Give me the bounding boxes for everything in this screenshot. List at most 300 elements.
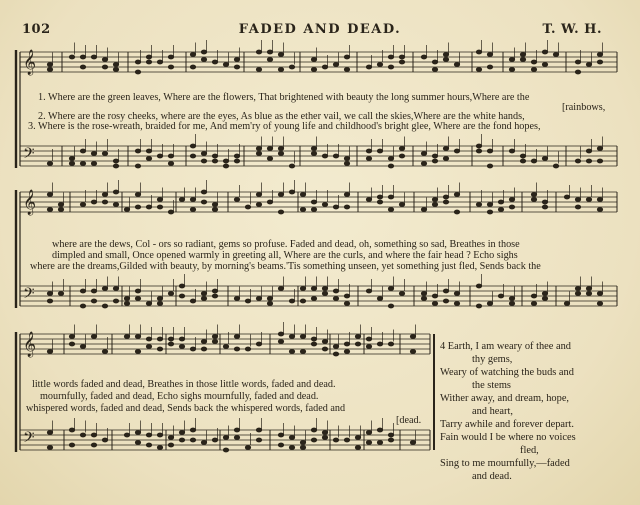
note-head [113, 159, 119, 163]
note-head [135, 205, 141, 209]
note-head [91, 289, 97, 293]
note-head [575, 60, 581, 64]
note-head [234, 347, 240, 351]
note-head [223, 62, 229, 66]
note-head [201, 190, 207, 194]
note-head [443, 156, 449, 160]
note-head [300, 286, 306, 290]
note-head [432, 294, 438, 298]
note-head [267, 50, 273, 54]
note-head [69, 334, 75, 338]
note-head [586, 286, 592, 290]
note-head [344, 205, 350, 209]
note-head [245, 445, 251, 449]
note-head [80, 289, 86, 293]
note-head [388, 156, 394, 160]
note-head [47, 62, 53, 66]
note-head [289, 435, 295, 439]
note-head [256, 202, 262, 206]
note-head [256, 428, 262, 432]
note-head [124, 433, 130, 437]
note-head [487, 210, 493, 214]
bass-clef: 𝄢 [23, 285, 35, 306]
note-head [135, 296, 141, 300]
note-head [256, 342, 262, 346]
note-head [190, 207, 196, 211]
verse-line: and heart, [472, 406, 513, 417]
note-head [278, 339, 284, 343]
note-head [300, 440, 306, 444]
lyric-line: dimpled and small, Once opened warmly in greeting all, Where are the curls, and where the fair head ? Echo sighs [52, 250, 518, 261]
note-head [454, 62, 460, 66]
note-head [377, 200, 383, 204]
note-head [366, 440, 372, 444]
note-head [476, 67, 482, 71]
note-head [377, 62, 383, 66]
note-head [333, 62, 339, 66]
note-head [223, 164, 229, 168]
note-head [47, 430, 53, 434]
note-head [289, 65, 295, 69]
note-head [157, 60, 163, 64]
note-head [311, 146, 317, 150]
note-head [443, 57, 449, 61]
note-head [333, 154, 339, 158]
note-head [421, 151, 427, 155]
note-head [454, 291, 460, 295]
note-head [157, 445, 163, 449]
note-head [344, 294, 350, 298]
note-head [377, 296, 383, 300]
note-head [509, 197, 515, 201]
note-head [212, 339, 218, 343]
note-head [542, 200, 548, 204]
note-head [267, 156, 273, 160]
note-head [179, 197, 185, 201]
note-head [168, 161, 174, 165]
note-head [168, 210, 174, 214]
note-head [575, 205, 581, 209]
note-head [322, 430, 328, 434]
lyric-line: where are the dreams,Gilded with beauty, by morning's beams.'Tis something unseen, yet something just fled, Sends back the [30, 261, 541, 272]
note-head [256, 296, 262, 300]
note-head [190, 197, 196, 201]
verse-line: Wither away, and dream, hope, [440, 393, 570, 404]
note-head [300, 299, 306, 303]
note-head [289, 349, 295, 353]
note-head [201, 339, 207, 343]
note-head [201, 151, 207, 155]
lyric-line: mournfully, faded and dead, Echo sighs mournfully, faded and dead. [40, 391, 319, 402]
note-head [366, 65, 372, 69]
note-head [498, 294, 504, 298]
note-head [311, 428, 317, 432]
note-head [190, 299, 196, 303]
note-head [135, 164, 141, 168]
note-head [201, 159, 207, 163]
note-head [47, 349, 53, 353]
note-head [399, 60, 405, 64]
note-head [311, 337, 317, 341]
note-head [586, 62, 592, 66]
note-head [69, 161, 75, 165]
note-head [245, 347, 251, 351]
note-head [157, 301, 163, 305]
note-head [509, 149, 515, 153]
note-head [454, 210, 460, 214]
note-head [190, 144, 196, 148]
note-head [410, 440, 416, 444]
note-head [487, 164, 493, 168]
note-head [432, 154, 438, 158]
note-head [531, 197, 537, 201]
note-head [399, 202, 405, 206]
note-head [388, 304, 394, 308]
note-head [278, 210, 284, 214]
note-head [113, 62, 119, 66]
note-head [597, 52, 603, 56]
note-head [179, 337, 185, 341]
note-head [333, 352, 339, 356]
note-head [234, 197, 240, 201]
note-head [487, 301, 493, 305]
note-head [47, 161, 53, 165]
note-head [344, 156, 350, 160]
note-head [531, 294, 537, 298]
note-head [168, 65, 174, 69]
note-head [322, 291, 328, 295]
note-head [47, 445, 53, 449]
verse-line: Fain would I be where no voices [440, 432, 576, 443]
verse-line: Sing to me mournfully,—faded [440, 458, 570, 469]
note-head [102, 200, 108, 204]
note-head [586, 149, 592, 153]
note-head [388, 438, 394, 442]
verse-line: and dead. [472, 471, 512, 482]
note-head [597, 159, 603, 163]
note-head [476, 284, 482, 288]
note-head [300, 207, 306, 211]
note-head [300, 445, 306, 449]
note-head [157, 197, 163, 201]
note-head [58, 202, 64, 206]
verse-line: thy gems, [472, 354, 513, 365]
note-head [146, 337, 152, 341]
note-head [597, 60, 603, 64]
note-head [267, 146, 273, 150]
note-head [212, 294, 218, 298]
composer-initials: T. W. H. [542, 22, 602, 37]
note-head [113, 164, 119, 168]
note-head [322, 65, 328, 69]
note-head [542, 62, 548, 66]
note-head [278, 192, 284, 196]
note-head [91, 334, 97, 338]
note-head [322, 286, 328, 290]
note-head [553, 52, 559, 56]
note-head [102, 438, 108, 442]
note-head [476, 50, 482, 54]
treble-clef: 𝄞 [23, 190, 37, 215]
note-head [245, 299, 251, 303]
note-head [234, 159, 240, 163]
note-head [377, 342, 383, 346]
note-head [102, 304, 108, 308]
note-head [388, 65, 394, 69]
note-head [542, 50, 548, 54]
note-head [454, 301, 460, 305]
note-head [91, 299, 97, 303]
note-head [487, 202, 493, 206]
verse-line: 4 Earth, I am weary of thee and [440, 341, 571, 352]
note-head [333, 289, 339, 293]
note-head [421, 55, 427, 59]
note-head [509, 57, 515, 61]
note-head [344, 161, 350, 165]
note-head [289, 299, 295, 303]
note-head [597, 146, 603, 150]
note-head [201, 200, 207, 204]
note-head [168, 443, 174, 447]
note-head [179, 344, 185, 348]
note-head [311, 286, 317, 290]
note-head [311, 67, 317, 71]
note-head [311, 151, 317, 155]
note-head [388, 342, 394, 346]
note-head [399, 146, 405, 150]
note-head [124, 207, 130, 211]
note-head [410, 334, 416, 338]
note-head [586, 197, 592, 201]
note-head [179, 438, 185, 442]
note-head [91, 55, 97, 59]
note-head [91, 161, 97, 165]
note-head [146, 443, 152, 447]
note-head [157, 154, 163, 158]
note-head [388, 55, 394, 59]
note-head [542, 296, 548, 300]
note-head [179, 430, 185, 434]
note-head [366, 430, 372, 434]
note-head [234, 296, 240, 300]
note-head [322, 339, 328, 343]
note-head [344, 67, 350, 71]
note-head [212, 159, 218, 163]
note-head [135, 192, 141, 196]
note-head [487, 65, 493, 69]
note-head [201, 57, 207, 61]
note-head [597, 291, 603, 295]
note-head [168, 342, 174, 346]
note-head [146, 60, 152, 64]
note-head [234, 428, 240, 432]
note-head [443, 52, 449, 56]
note-head [289, 334, 295, 338]
verse-line: Tarry awhile and forever depart. [440, 419, 574, 430]
note-head [58, 207, 64, 211]
note-head [91, 443, 97, 447]
note-head [520, 159, 526, 163]
note-head [377, 149, 383, 153]
note-head [146, 55, 152, 59]
note-head [443, 289, 449, 293]
note-head [531, 159, 537, 163]
note-head [311, 296, 317, 300]
note-head [355, 445, 361, 449]
note-head [454, 149, 460, 153]
song-title: FADED AND DEAD. [238, 22, 402, 37]
note-head [102, 192, 108, 196]
note-head [157, 205, 163, 209]
note-head [135, 70, 141, 74]
note-head [91, 200, 97, 204]
note-head [443, 299, 449, 303]
note-head [432, 67, 438, 71]
note-head [509, 205, 515, 209]
note-head [212, 334, 218, 338]
note-head [267, 301, 273, 305]
note-head [69, 342, 75, 346]
note-head [586, 291, 592, 295]
note-head [366, 149, 372, 153]
note-head [432, 301, 438, 305]
note-head [421, 207, 427, 211]
note-head [366, 197, 372, 201]
note-head [377, 440, 383, 444]
note-head [333, 296, 339, 300]
note-head [69, 443, 75, 447]
note-head [168, 154, 174, 158]
lyric-line: [dead. [396, 415, 422, 426]
note-head [190, 347, 196, 351]
note-head [256, 67, 262, 71]
note-head [102, 151, 108, 155]
lyric-line: where are the dews, Col - ors so radiant, gems so profuse. Faded and dead, oh, something so sad, Breathes in those [52, 239, 520, 250]
note-head [113, 190, 119, 194]
note-head [597, 301, 603, 305]
note-head [476, 202, 482, 206]
note-head [113, 299, 119, 303]
note-head [322, 202, 328, 206]
note-head [531, 60, 537, 64]
note-head [135, 334, 141, 338]
note-head [212, 154, 218, 158]
verse-line: fled, [520, 445, 539, 456]
note-head [212, 202, 218, 206]
note-head [168, 435, 174, 439]
note-head [146, 433, 152, 437]
note-head [399, 291, 405, 295]
note-head [146, 156, 152, 160]
note-head [388, 433, 394, 437]
note-head [135, 60, 141, 64]
note-head [399, 154, 405, 158]
note-head [344, 438, 350, 442]
note-head [322, 154, 328, 158]
note-head [179, 284, 185, 288]
note-head [245, 205, 251, 209]
note-head [124, 334, 130, 338]
note-head [300, 192, 306, 196]
bass-clef: 𝄢 [23, 145, 35, 166]
note-head [366, 156, 372, 160]
note-head [80, 149, 86, 153]
lyric-line: 3. Where is the rose-wreath, braided for me, And mem'ry of young life and childhood's bright glee, Where are the fond hopes, [28, 121, 541, 132]
note-head [69, 55, 75, 59]
note-head [487, 149, 493, 153]
note-head [476, 149, 482, 153]
note-head [256, 151, 262, 155]
note-head [344, 55, 350, 59]
note-head [256, 438, 262, 442]
note-head [234, 57, 240, 61]
lyric-line: 1. Where are the green leaves, Where are the flowers, That brightened with beauty the long summer hours,Where are the [38, 92, 530, 103]
note-head [102, 286, 108, 290]
note-head [597, 197, 603, 201]
note-head [58, 291, 64, 295]
note-head [333, 205, 339, 209]
lyric-line: [rainbows, [562, 102, 606, 113]
note-head [278, 67, 284, 71]
note-head [267, 57, 273, 61]
note-head [377, 428, 383, 432]
note-head [520, 57, 526, 61]
note-head [124, 296, 130, 300]
note-head [201, 296, 207, 300]
lyric-line: little words faded and dead, Breathes in those little words, faded and dead. [32, 379, 336, 390]
note-head [388, 286, 394, 290]
note-head [586, 159, 592, 163]
note-head [278, 286, 284, 290]
note-head [47, 192, 53, 196]
note-head [135, 430, 141, 434]
note-head [531, 67, 537, 71]
note-head [190, 52, 196, 56]
note-head [388, 164, 394, 168]
note-head [421, 161, 427, 165]
note-head [575, 70, 581, 74]
page-number: 102 [22, 22, 51, 37]
note-head [212, 289, 218, 293]
note-head [256, 50, 262, 54]
note-head [135, 149, 141, 153]
note-head [388, 195, 394, 199]
note-head [102, 57, 108, 61]
note-head [201, 347, 207, 351]
note-head [366, 344, 372, 348]
note-head [234, 65, 240, 69]
note-head [311, 207, 317, 211]
note-head [520, 52, 526, 56]
note-head [432, 197, 438, 201]
note-head [443, 200, 449, 204]
note-head [289, 164, 295, 168]
note-head [80, 161, 86, 165]
note-head [311, 200, 317, 204]
note-head [201, 440, 207, 444]
note-head [47, 207, 53, 211]
note-head [234, 334, 240, 338]
note-head [597, 207, 603, 211]
note-head [432, 159, 438, 163]
note-head [311, 438, 317, 442]
note-head [509, 67, 515, 71]
note-head [542, 291, 548, 295]
note-head [333, 344, 339, 348]
note-head [80, 65, 86, 69]
note-head [102, 349, 108, 353]
note-head [91, 151, 97, 155]
